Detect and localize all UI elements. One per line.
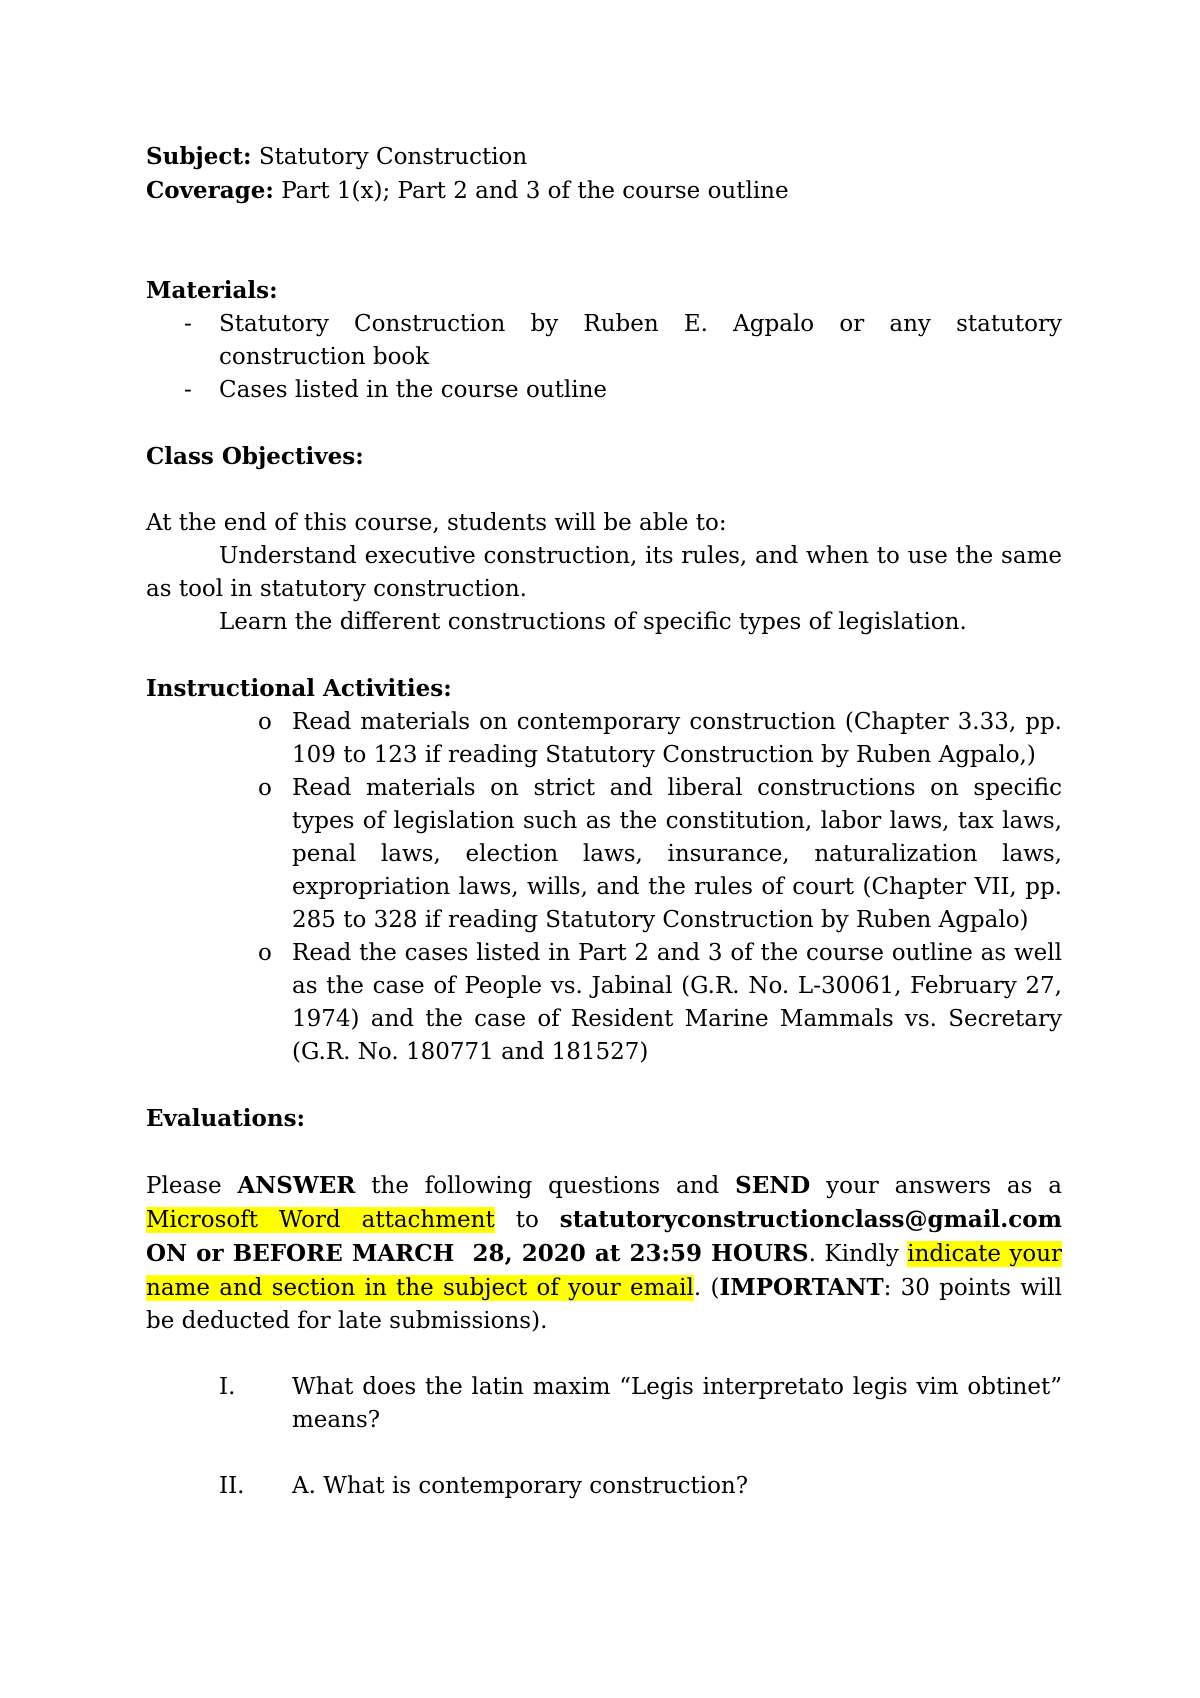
materials-item <box>146 308 1062 374</box>
activities-heading: Instructional Activities: <box>146 675 452 702</box>
activity-item <box>146 772 1062 937</box>
materials-item-text: Cases listed in the course outline <box>219 377 608 403</box>
question-text: What does the latin maxim “Legis interpretato legis vim obtinet” means? <box>292 1374 1062 1433</box>
evaluations-heading: Evaluations: <box>146 1105 306 1132</box>
activity-item-text: Read materials on contemporary construction (Chapter 3.33, pp. 109 to 123 if reading Statutory Construction by Ruben Agpalo,) <box>292 709 1062 768</box>
bullet-marker: o <box>258 709 272 735</box>
evaluations-instructions: Please ANSWER the following questions and SEND your answers as a Microsoft Word attachment to statutoryconstructionclass@gmail.com ON or BEFORE MARCH 28, 2020 at 23:59 HOURS. Kindly indicate your name and section in the subject of your email. (IMPORTANT: 30 points will be deducted for late submissions). <box>146 1172 1063 1334</box>
document-page <box>146 140 1062 1503</box>
materials-item <box>146 374 1062 407</box>
activity-item-text: Read materials on strict and liberal constructions on specific types of legislation such as the constitution, labor laws, tax laws, penal laws, election laws, insurance, naturalization laws, expropriation laws, wills, and the rules of court (Chapter VII, pp. 285 to 328 if reading Statutory Construction by Ruben Agpalo) <box>292 775 1062 933</box>
email-address: statutoryconstructionclass@gmail.com <box>559 1206 1062 1233</box>
question-item <box>146 1371 1062 1437</box>
activity-item-text: Read the cases listed in Part 2 and 3 of the course outline as well as the case of People vs. Jabinal (G.R. No. L-30061, February 27, 1974) and the case of Resident Marine Mammals vs. Secretary (G.R. No. 180771 and 181527) <box>292 940 1062 1065</box>
answer-emphasis: ANSWER <box>237 1172 356 1199</box>
deadline: ON or BEFORE MARCH 28, 2020 at 23:59 HOURS <box>146 1240 809 1267</box>
subject-label: Subject: <box>146 143 252 170</box>
objective-item: Learn the different constructions of specific types of legislation. <box>219 609 967 635</box>
materials-item-text: Statutory Construction by Ruben E. Agpalo or any statutory construction book <box>219 311 1062 370</box>
activity-item <box>146 706 1062 772</box>
objectives-intro: At the end of this course, students will be able to: <box>146 510 727 536</box>
dash-marker: - <box>184 311 192 337</box>
materials-heading: Materials: <box>146 277 278 304</box>
important-label: IMPORTANT <box>719 1274 884 1301</box>
attachment-highlight: Microsoft Word attachment <box>146 1207 495 1233</box>
bullet-marker: o <box>258 775 272 801</box>
bullet-marker: o <box>258 940 272 966</box>
indicate-highlight: indicate your name and section in the subject of your email <box>146 1241 1063 1301</box>
question-number: I. <box>219 1374 236 1400</box>
dash-marker: - <box>184 377 192 403</box>
coverage-value: Part 1(x); Part 2 and 3 of the course outline <box>281 178 789 204</box>
activity-item <box>146 937 1062 1069</box>
objectives-heading: Class Objectives: <box>146 443 364 470</box>
objective-item: Understand executive construction, its rules, and when to use the same as tool in statutory construction. <box>146 543 1062 602</box>
subject-line <box>146 140 1062 174</box>
question-text: A. What is contemporary construction? <box>292 1473 749 1499</box>
question-item <box>146 1470 1062 1503</box>
question-number: II. <box>219 1473 245 1499</box>
send-emphasis: SEND <box>735 1172 811 1199</box>
coverage-line <box>146 174 1062 208</box>
coverage-label: Coverage: <box>146 177 274 204</box>
subject-value: Statutory Construction <box>258 144 528 170</box>
